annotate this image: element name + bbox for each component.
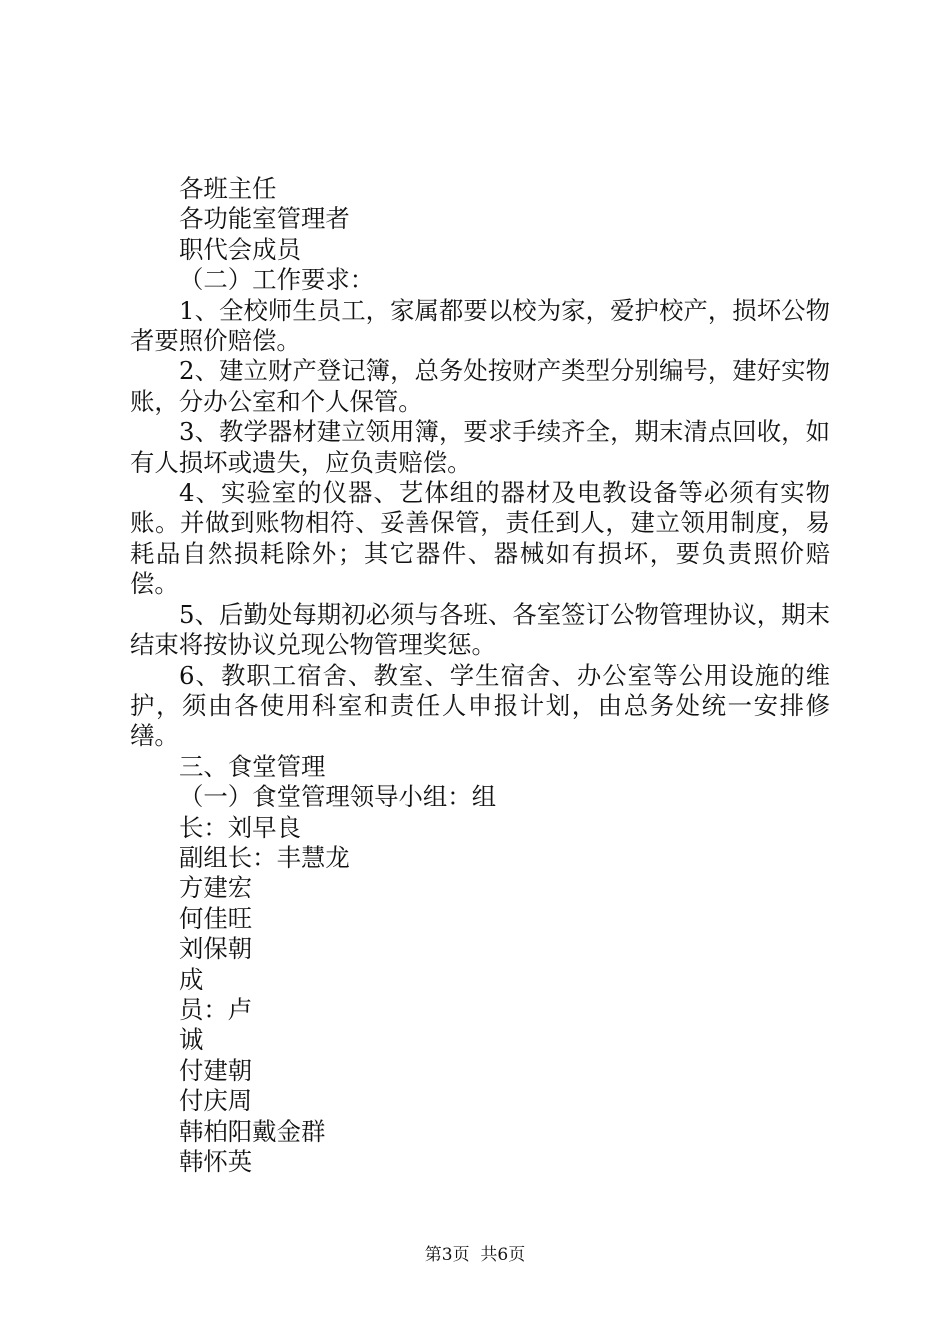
text-line: 成: [179, 964, 204, 994]
text-line: 付庆周: [179, 1086, 253, 1116]
section-heading: （二）工作要求：: [179, 265, 375, 295]
text-line: 刘保朝: [179, 934, 253, 964]
text-line: 方建宏: [179, 873, 253, 903]
text-line: 各班主任: [179, 174, 277, 203]
paragraph: 2、建立财产登记簿，总务处按财产类型分别编号，建好实物账，分办公室和个人保管。: [130, 356, 830, 416]
paragraph: 5、后勤处每期初必须与各班、各室签订公物管理协议，期末结束将按协议兑现公物管理奖惩。: [130, 599, 830, 660]
paragraph: 4、实验室的仪器、艺体组的器材及电教设备等必须有实物账。并做到账物相符、妥善保管，责任到人，建立领用制度，易耗品自然损耗除外；其它器件、器械如有损坏，要负责照价赔偿。: [130, 478, 830, 599]
subsection-heading: （一）食堂管理领导小组：组: [179, 782, 497, 812]
paragraph: 1、全校师生员工，家属都要以校为家，爱护校产，损坏公物者要照价赔偿。: [130, 295, 830, 356]
text-line: 韩怀英: [179, 1147, 253, 1176]
document-body: [130, 174, 830, 1177]
text-line: 付建朝: [179, 1055, 253, 1085]
paragraph: 3、教学器材建立领用簿，要求手续齐全，期末清点回收，如有人损坏或遗失，应负责赔偿。: [130, 417, 830, 477]
text-line: 职代会成员: [179, 234, 301, 264]
text-line: 诚: [179, 1025, 204, 1055]
text-line: 韩柏阳戴金群: [179, 1116, 326, 1146]
page-footer: 第3页 共6页: [424, 1245, 526, 1265]
paragraph: 6、教职工宿舍、教室、学生宿舍、办公室等公用设施的维护，须由各使用科室和责任人申报计划，由总务处统一安排修缮。: [130, 660, 830, 751]
text-line: 各功能室管理者: [179, 204, 350, 234]
text-line: 员：卢: [179, 994, 253, 1024]
text-line: 副组长：丰慧龙: [179, 842, 350, 872]
section-heading: 三、食堂管理: [179, 751, 326, 781]
text-line: 何佳旺: [179, 903, 253, 933]
text-line: 长：刘早良: [179, 812, 301, 842]
